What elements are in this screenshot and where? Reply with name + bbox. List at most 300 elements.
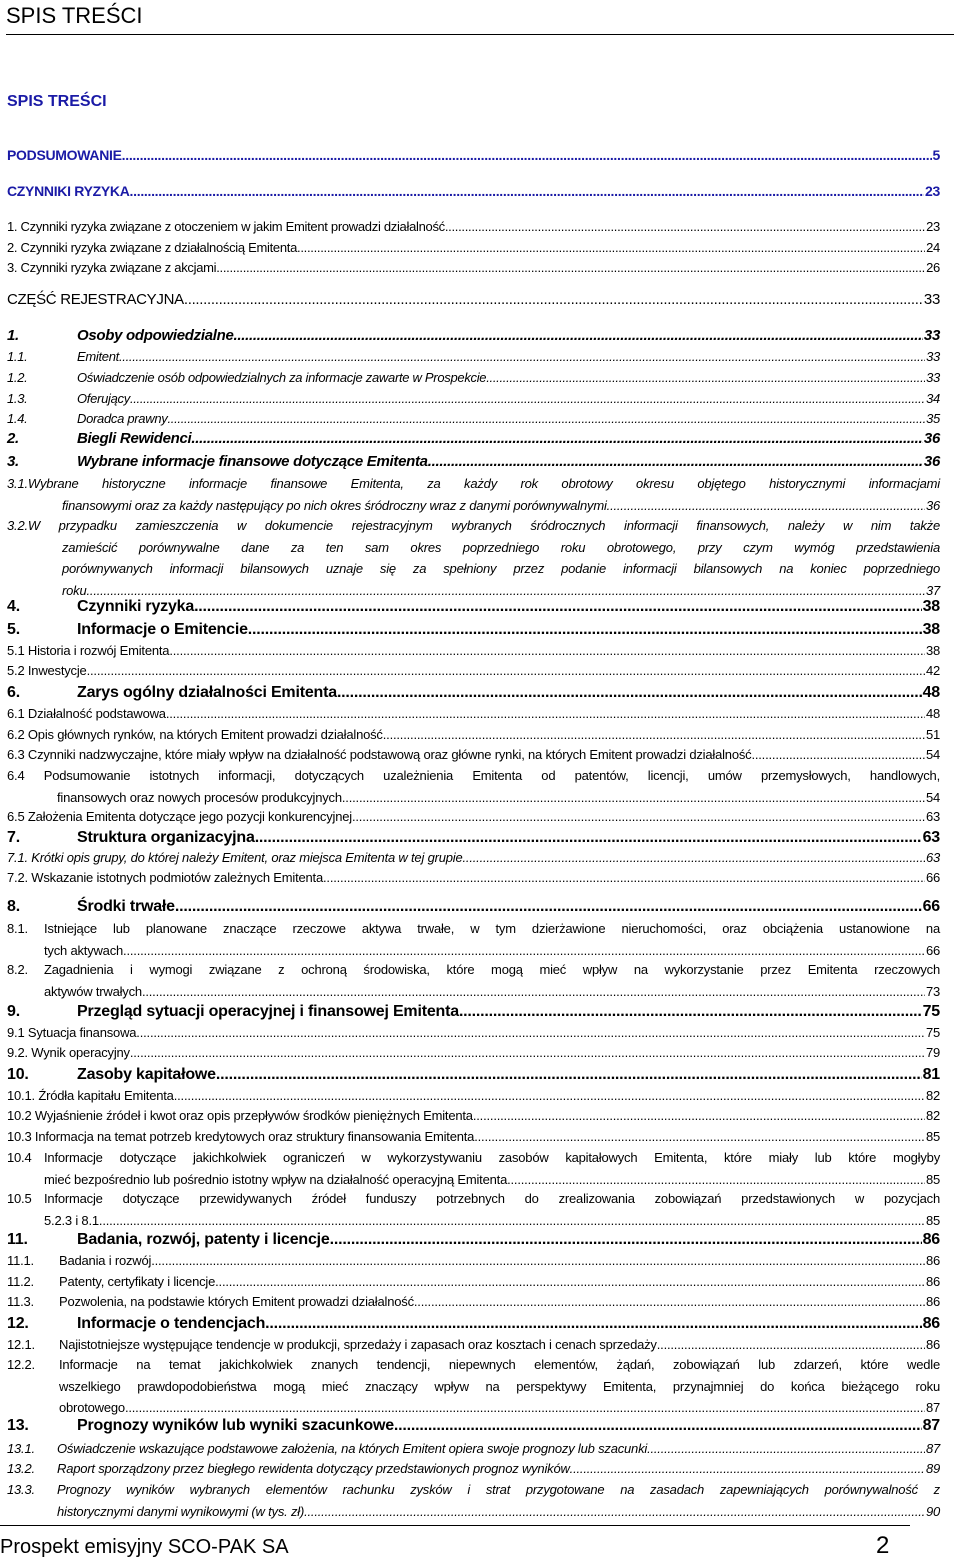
- toc-entry-title: 6.3 Czynniki nadzwyczajne, które miały wpływ na działalność podstawową oraz główne rynki, na których Emitent prowadzi działalność.: [7, 747, 755, 762]
- toc-entry-line: [7, 1169, 940, 1191]
- toc-entry-title: Oferujący: [77, 391, 130, 406]
- toc-entry-title: Pozwolenia, na podstawie których Emitent prowadzi działalność: [59, 1294, 414, 1309]
- toc-entry-leader: [87, 660, 925, 682]
- toc-entry-number: 5.: [7, 621, 20, 638]
- toc-entry-number: 10.4: [7, 1150, 32, 1165]
- toc-entry-title: Oświadczenie wskazujące podstawowe założenia, na których Emitent opiera swoje prognozy lub szacunki.: [57, 1441, 651, 1456]
- toc-entry-leader: [194, 596, 922, 618]
- toc-entry-line: [7, 181, 940, 203]
- toc-entry-number: 11.2.: [7, 1274, 34, 1289]
- toc-entry-title: Informacje o tendencjach: [77, 1315, 266, 1332]
- toc-entry-page: 37: [925, 582, 940, 598]
- toc-entry-page: 86: [922, 1231, 940, 1248]
- toc-entry-number: 13.2.: [7, 1461, 35, 1476]
- toc-entry-title: 9.2. Wynik operacyjny: [7, 1045, 130, 1060]
- toc-entry-line: [7, 867, 940, 889]
- toc-entry-title: Prognozy wyników lub wyniki szacunkowe: [77, 1417, 394, 1434]
- toc-entry[interactable]: [7, 181, 940, 203]
- toc-entry-line: [7, 367, 940, 389]
- toc-entry-line: [7, 1042, 940, 1064]
- toc-entry-title: 10.3 Informacja na temat potrzeb kredytowych oraz struktury finansowania Emitenta: [7, 1129, 475, 1144]
- toc-entry-line: [7, 1229, 940, 1251]
- toc-entry-title: mieć bezpośrednio lub pośrednio istotny wpływ na działalność operacyjną Emitenta: [44, 1171, 508, 1187]
- toc-entry-line: [7, 1085, 940, 1107]
- toc-entry[interactable]: [7, 896, 940, 918]
- toc-entry-leader: [175, 896, 922, 918]
- toc-entry-leader: [142, 981, 925, 1003]
- toc-entry-page: 38: [922, 598, 940, 615]
- toc-entry[interactable]: [7, 1001, 940, 1023]
- toc-entry[interactable]: [7, 1147, 940, 1190]
- toc-entry-leader: [136, 1022, 925, 1044]
- toc-entry[interactable]: [7, 1105, 940, 1127]
- toc-entry-title: Badania, rozwój, patenty i licencje: [77, 1231, 330, 1248]
- toc-entry[interactable]: [7, 827, 940, 849]
- toc-entry-page: 87: [925, 1400, 940, 1415]
- toc-entry-page: 33: [926, 370, 940, 385]
- toc-entry-line: [7, 428, 940, 450]
- toc-entry[interactable]: [7, 1334, 940, 1356]
- toc-entry-page: 86: [925, 1294, 940, 1309]
- toc-heading: SPIS TREŚCI: [7, 93, 107, 110]
- toc-entry-number: 1.4.: [7, 411, 28, 426]
- toc-entry-number: 13.3.: [7, 1482, 35, 1497]
- toc-entry[interactable]: [7, 1291, 940, 1313]
- toc-entry-page: 79: [925, 1045, 940, 1060]
- toc-entry-leader: [248, 619, 922, 641]
- toc-entry[interactable]: [7, 367, 940, 389]
- toc-entry-page: 89: [925, 1461, 940, 1476]
- toc-entry[interactable]: [7, 1313, 940, 1335]
- toc-entry-page: 38: [922, 621, 940, 638]
- toc-entry-number: 7.: [7, 829, 20, 846]
- toc-entry[interactable]: [7, 1229, 940, 1251]
- toc-entry-number: 1.2.: [7, 370, 28, 385]
- toc-entry[interactable]: [7, 145, 940, 167]
- toc-entry-line: [7, 1105, 940, 1127]
- toc-entry-title: 10.1. Źródła kapitału Emitenta: [7, 1088, 174, 1103]
- toc-entry-leader: [215, 1271, 925, 1293]
- toc-entry-line: [7, 896, 940, 918]
- toc-entry-page: 85: [925, 1129, 940, 1144]
- toc-entry-page: 38: [925, 643, 940, 658]
- toc-entry[interactable]: [7, 451, 940, 473]
- toc-entry-page: 5: [932, 147, 940, 163]
- toc-entry-leader: [304, 1501, 925, 1523]
- toc-entry-leader: [102, 1210, 925, 1232]
- toc-entry-number: 4.: [7, 598, 20, 615]
- toc-entry-line: [7, 408, 940, 430]
- toc-entry[interactable]: [7, 1085, 940, 1107]
- toc-entry-page: 81: [922, 1066, 940, 1083]
- toc-entry-title: CZĘŚĆ REJESTRACYJNA: [7, 291, 184, 308]
- toc-entry-leader: [130, 181, 924, 203]
- toc-entry-page: 87: [925, 1441, 940, 1456]
- toc-entry-title: zamieścić porównywalne dane za ten sam okres poprzedniego roku obrotowego, przy czym wymóg przedstawienia: [62, 539, 940, 555]
- toc-entry-leader: [130, 388, 925, 410]
- toc-entry-title: W przypadku zamieszczenia w dokumencie rejestracyjnym wybranych śródrocznych informacji finansowych, należy w nim także: [27, 518, 940, 533]
- toc-entry-title: Prognozy wyników wybranych elementów rachunku zysków i strat przygotowane na zasadach zapewniających porównywalność z: [57, 1482, 940, 1497]
- toc-entry-leader: [330, 1229, 922, 1251]
- toc-entry-line: [7, 1291, 940, 1313]
- toc-entry-number: 1.3.: [7, 391, 28, 406]
- toc-entry[interactable]: [7, 257, 940, 279]
- toc-entry-title: roku: [62, 582, 87, 598]
- toc-entry[interactable]: [7, 237, 940, 259]
- toc-entry[interactable]: [7, 1458, 940, 1480]
- toc-entry-line: [7, 1438, 940, 1460]
- toc-entry[interactable]: [7, 1479, 940, 1522]
- toc-entry[interactable]: [7, 1022, 940, 1044]
- toc-entry[interactable]: [7, 289, 940, 311]
- toc-entry-page: 90: [925, 1503, 940, 1519]
- toc-entry-leader: [122, 145, 932, 167]
- toc-entry-page: 87: [922, 1417, 940, 1434]
- toc-entry[interactable]: [7, 346, 940, 368]
- toc-entry-title: Najistotniejsze występujące tendencje w produkcji, sprzedaży i zapasach oraz kosztach i cenach sprzedaży: [59, 1337, 657, 1352]
- toc-entry-leader: [184, 289, 923, 311]
- toc-entry-number: 11.3.: [7, 1294, 34, 1309]
- toc-entry-line: [7, 346, 940, 368]
- toc-entry-page: 75: [925, 1025, 940, 1040]
- header-title: SPIS TREŚCI: [6, 3, 143, 28]
- toc-entry-line: [7, 981, 940, 1003]
- toc-entry-leader: [473, 1105, 925, 1127]
- page-header: [6, 0, 954, 32]
- toc-entry-page: 54: [925, 789, 940, 805]
- toc-entry-leader: [174, 1085, 925, 1107]
- toc-entry[interactable]: [7, 473, 940, 516]
- toc-entry-title: Osoby odpowiedzialne: [77, 327, 234, 344]
- toc-entry-leader: [507, 1169, 925, 1191]
- toc-entry[interactable]: [7, 515, 940, 601]
- toc-entry-line: [7, 1479, 940, 1501]
- toc-entry-title: 7.1. Krótki opis grupy, do której należy Emitent, oraz miejsca Emitenta w tej grupie: [7, 850, 463, 865]
- toc-entry-page: 36: [923, 430, 940, 447]
- toc-entry-number: 11.1.: [7, 1253, 34, 1268]
- toc-entry-line: [7, 216, 940, 238]
- toc-entry-title: Informacje o Emitencie: [77, 621, 248, 638]
- toc-entry-line: [7, 388, 940, 410]
- toc-entry-leader: [297, 237, 925, 259]
- toc-entry-leader: [191, 428, 923, 450]
- toc-entry-leader: [650, 1438, 924, 1460]
- toc-entry-title: Informacje dotyczące przewidywanych źródeł funduszy potrzebnych do zrealizowania zobowiązań przedstawionych w pozycjach: [44, 1191, 940, 1206]
- toc-entry-line: [7, 682, 940, 704]
- toc-entry-number: 8.2.: [7, 962, 28, 977]
- toc-entry-leader: [610, 495, 925, 517]
- toc-entry-number: 12.1.: [7, 1337, 35, 1352]
- toc-entry-leader: [463, 847, 925, 869]
- toc-entry-line: [7, 537, 940, 559]
- toc-entry-title: 3. Czynniki ryzyka związane z akcjami: [7, 260, 217, 275]
- toc-entry-title: Badania i rozwój: [59, 1253, 152, 1268]
- toc-entry-line: [7, 787, 940, 809]
- toc-entry-page: 36: [923, 453, 940, 470]
- toc-entry-title: Zasoby kapitałowe: [77, 1066, 216, 1083]
- toc-entry[interactable]: [7, 1042, 940, 1064]
- toc-entry-leader: [166, 703, 925, 725]
- toc-entry-title: CZYNNIKI RYZYKA: [7, 183, 130, 199]
- toc-entry-leader: [151, 1250, 925, 1272]
- toc-entry-page: 24: [926, 240, 940, 255]
- toc-entry-title: Czynniki ryzyka: [77, 598, 195, 615]
- toc-entry[interactable]: [7, 959, 940, 1002]
- toc-entry-line: [7, 237, 940, 259]
- toc-entry[interactable]: [7, 1354, 940, 1419]
- toc-entry-title: Emitent: [77, 349, 119, 364]
- toc-entry-leader: [255, 827, 922, 849]
- toc-entry-leader: [216, 1064, 922, 1086]
- toc-entry-page: 82: [925, 1088, 940, 1103]
- toc-entry-page: 66: [925, 942, 940, 958]
- toc-entry-page: 63: [925, 850, 940, 865]
- toc-entry[interactable]: [7, 596, 940, 618]
- toc-entry-page: 23: [926, 219, 940, 234]
- toc-entry-line: [7, 918, 940, 940]
- toc-entry-title: Oświadczenie osób odpowiedzialnych za informacje zawarte w Prospekcie: [77, 370, 487, 385]
- toc-entry-page: 33: [923, 327, 940, 344]
- toc-entry-leader: [119, 346, 925, 368]
- toc-entry-leader: [216, 257, 925, 279]
- toc-entry-leader: [459, 1001, 922, 1023]
- toc-entry-leader: [474, 1126, 925, 1148]
- toc-entry[interactable]: [7, 1271, 940, 1293]
- toc-entry-page: 51: [925, 727, 940, 742]
- toc-entry-line: [7, 765, 940, 787]
- toc-entry[interactable]: [7, 1064, 940, 1086]
- toc-entry-line: [7, 1147, 940, 1169]
- toc-entry[interactable]: [7, 619, 940, 641]
- toc-entry-page: 23: [925, 183, 940, 199]
- toc-entry-line: [7, 724, 940, 746]
- toc-entry[interactable]: [7, 1250, 940, 1272]
- toc-entry-leader: [337, 682, 922, 704]
- toc-entry-line: [7, 1188, 940, 1210]
- toc-entry-line: [7, 558, 940, 580]
- toc-entry[interactable]: [7, 682, 940, 704]
- toc-entry-line: [7, 1001, 940, 1023]
- toc-entry-line: [7, 473, 940, 495]
- toc-entry-title: tych aktywach: [44, 942, 124, 958]
- toc-entry-title: 9.1 Sytuacja finansowa: [7, 1025, 137, 1040]
- footer-rule: [0, 1525, 910, 1526]
- toc-entry-page: 63: [925, 809, 940, 824]
- toc-entry-title: Zagadnienia i wymogi związane z ochroną środowiska, które mogą mieć wpływ na wykorzystanie przez Emitenta rzeczowych: [44, 962, 940, 977]
- toc-entry-page: 73: [925, 983, 940, 999]
- toc-entry-line: [7, 289, 940, 311]
- toc-entry-title: Doradca prawny: [77, 411, 168, 426]
- toc-entry[interactable]: [7, 216, 940, 238]
- toc-entry-number: 3.1.: [7, 476, 28, 491]
- toc-entry-title: 6.4 Podsumowanie istotnych informacji, dotyczących uzależnienia Emitenta od patentów, licencji, umów przemysłowych, handlowych,: [7, 768, 940, 783]
- toc-entry-title: 6.1 Działalność podstawowa: [7, 706, 166, 721]
- toc-entry-line: [7, 257, 940, 279]
- toc-entry-page: 85: [925, 1212, 940, 1228]
- toc-entry-number: 8.1.: [7, 921, 28, 936]
- toc-entry-page: 82: [925, 1108, 940, 1123]
- toc-entry-line: [7, 1064, 940, 1086]
- toc-entry-title: finansowymi oraz za każdy następujący po nich okres śródroczny wraz z danymi porównywalnymi.: [62, 497, 611, 513]
- toc-entry-leader: [169, 640, 925, 662]
- toc-entry-page: 36: [925, 497, 940, 513]
- toc-entry-line: [7, 744, 940, 766]
- toc-entry-number: 10.: [7, 1066, 29, 1083]
- toc-entry-line: [7, 495, 940, 517]
- header-rule: [6, 34, 954, 35]
- toc-entry-page: 33: [923, 291, 940, 308]
- toc-entry-leader: [657, 1334, 925, 1356]
- toc-entry-title: Informacje na temat jakichkolwiek znanych tendencji, niepewnych elementów, żądań, zobowiązań lub zdarzeń, które wedle: [59, 1357, 940, 1372]
- toc-entry[interactable]: [7, 806, 940, 828]
- toc-entry-title: wszelkiego prawdopodobieństwa mogą mieć znaczący wpływ na perspektywy Emitenta, przynajmniej do końca bieżącego roku: [59, 1378, 940, 1394]
- toc-entry-leader: [123, 940, 925, 962]
- toc-entry-number: 10.5: [7, 1191, 32, 1206]
- toc-entry-line: [7, 640, 940, 662]
- toc-entry-title: Struktura organizacyjna: [77, 829, 255, 846]
- toc-entry-leader: [342, 787, 925, 809]
- toc-entry-title: aktywów trwałych: [44, 983, 142, 999]
- toc-entry[interactable]: [7, 640, 940, 662]
- toc-entry-line: [7, 703, 940, 725]
- toc-entry-title: 6.5 Założenia Emitenta dotyczące jego pozycji konkurencyjnej: [7, 809, 352, 824]
- toc-entry-title: 10.2 Wyjaśnienie źródeł i kwot oraz opis przepływów środków pieniężnych Emitenta: [7, 1108, 473, 1123]
- toc-entry-line: [7, 1458, 940, 1480]
- toc-entry-title: Zarys ogólny działalności Emitenta: [77, 684, 337, 701]
- toc-entry-page: 48: [925, 706, 940, 721]
- toc-entry-leader: [352, 806, 925, 828]
- toc-entry-leader: [265, 1313, 921, 1335]
- toc-entry-line: [7, 959, 940, 981]
- toc-entry-number: 1.: [7, 327, 19, 344]
- toc-entry-number: 12.2.: [7, 1357, 35, 1372]
- toc-entry-line: [7, 827, 940, 849]
- toc-entry[interactable]: [7, 1438, 940, 1460]
- toc-entry-leader: [414, 1291, 925, 1313]
- toc-entry-number: 2.: [7, 430, 19, 447]
- toc-entry-leader: [570, 1458, 925, 1480]
- toc-entry-line: [7, 847, 940, 869]
- toc-entry-line: [7, 1022, 940, 1044]
- toc-entry[interactable]: [7, 1126, 940, 1148]
- toc-entry-title: Raport sporządzony przez biegłego rewidenta dotyczący przedstawionych prognoz wyników: [57, 1461, 570, 1476]
- toc-entry[interactable]: [7, 744, 940, 766]
- toc-entry[interactable]: [7, 1415, 940, 1437]
- toc-entry-title: finansowych oraz nowych procesów produkcyjnych: [57, 789, 342, 805]
- toc-entry-number: 8.: [7, 898, 20, 915]
- toc-entry[interactable]: [7, 1188, 940, 1231]
- toc-entry-title: Patenty, certyfikaty i licencje: [59, 1274, 216, 1289]
- toc-entry[interactable]: [7, 388, 940, 410]
- toc-entry-line: [7, 940, 940, 962]
- footer-page-number: 2: [876, 1532, 890, 1559]
- toc-entry-title: obrotowego.: [59, 1400, 129, 1415]
- toc-entry-leader: [445, 216, 925, 238]
- toc-entry-page: 34: [926, 391, 940, 406]
- toc-entry-line: [7, 1354, 940, 1376]
- toc-entry-line: [7, 145, 940, 167]
- toc-entry-title: Środki trwałe: [77, 898, 175, 915]
- toc-entry-page: 48: [922, 684, 940, 701]
- toc-entry-page: 33: [926, 349, 940, 364]
- toc-entry[interactable]: [7, 660, 940, 682]
- toc-entry[interactable]: [7, 428, 940, 450]
- toc-entry-number: 13.1.: [7, 1441, 35, 1456]
- toc-entry-title: 2. Czynniki ryzyka związane z działalnością Emitenta: [7, 240, 298, 255]
- toc-entry[interactable]: [7, 867, 940, 889]
- toc-entry[interactable]: [7, 408, 940, 430]
- toc-entry-title: 1. Czynniki ryzyka związane z otoczeniem w jakim Emitent prowadzi działalność: [7, 219, 445, 234]
- toc-entry-line: [7, 451, 940, 473]
- toc-entry-leader: [323, 867, 925, 889]
- toc-entry-leader: [234, 325, 923, 347]
- toc-entry-page: 26: [926, 260, 940, 275]
- toc-entry-line: [7, 1415, 940, 1437]
- toc-entry-page: 63: [922, 829, 940, 846]
- toc-entry-page: 86: [925, 1337, 940, 1352]
- toc-entry-title: 5.1 Historia i rozwój Emitenta: [7, 643, 170, 658]
- toc-entry-line: [7, 660, 940, 682]
- toc-entry-number: 3.2.: [7, 518, 28, 533]
- toc-entry-line: [7, 619, 940, 641]
- toc-entry-title: porównywanych informacji bilansowych uznaje się za spełniony przez podanie informacji bilansowych na koniec poprzedniego: [62, 561, 940, 576]
- toc-entry-line: [7, 596, 940, 618]
- toc-entry-title: 5.2.3 i 8.1.: [44, 1212, 103, 1228]
- toc-entry-number: 3.: [7, 453, 19, 470]
- toc-entry-title: Informacje dotyczące jakichkolwiek ograniczeń w wykorzystywaniu zasobów kapitałowych Emitenta, które miały lub które mogłyby: [44, 1150, 940, 1165]
- toc-entry-title: 6.2 Opis głównych rynków, na których Emitent prowadzi działalność: [7, 727, 383, 742]
- toc-entry-number: 12.: [7, 1315, 29, 1332]
- toc-entry[interactable]: [7, 847, 940, 869]
- toc-entry-title: Biegli Rewidenci: [77, 430, 192, 447]
- toc-entry-number: 6.: [7, 684, 20, 701]
- toc-entry[interactable]: [7, 703, 940, 725]
- toc-entry-line: [7, 1501, 940, 1523]
- toc-entry-line: [7, 515, 940, 537]
- toc-entry-title: 7.2. Wskazanie istotnych podmiotów zależnych Emitenta: [7, 870, 323, 885]
- toc-entry-line: [7, 1313, 940, 1335]
- toc-entry-page: 85: [925, 1171, 940, 1187]
- toc-entry-title: historycznymi danymi wynikowymi (w tys. zł): [57, 1503, 305, 1519]
- toc-entry-title: Przegląd sytuacji operacyjnej i finansowej Emitenta: [77, 1003, 459, 1020]
- toc-entry-title: Istniejące lub planowane znaczące rzeczowe aktywa trwałe, w tym dzierżawione nieruchomości, oraz obciążenia ustanowione na: [44, 921, 940, 936]
- toc-entry-number: 9.: [7, 1003, 20, 1020]
- toc-entry-number: 1.1.: [7, 349, 28, 364]
- toc-entry-number: 11.: [7, 1231, 28, 1248]
- toc-entry[interactable]: [7, 918, 940, 961]
- toc-entry[interactable]: [7, 765, 940, 808]
- toc-entry-line: [7, 1250, 940, 1272]
- toc-entry-line: [7, 1376, 940, 1398]
- toc-entry-title: Wybrane informacje finansowe dotyczące Emitenta: [77, 453, 428, 470]
- toc-entry[interactable]: [7, 724, 940, 746]
- toc-entry-line: [7, 1210, 940, 1232]
- toc-entry-page: 42: [925, 663, 940, 678]
- toc-entry-page: 86: [925, 1253, 940, 1268]
- footer-document-name: Prospekt emisyjny SCO-PAK SA: [0, 1536, 289, 1558]
- toc-entry-page: 35: [926, 411, 940, 426]
- toc-entry-leader: [167, 408, 925, 430]
- toc-entry-line: [7, 806, 940, 828]
- toc-entry-page: 75: [922, 1003, 940, 1020]
- toc-entry-title: Wybrane historyczne informacje finansowe Emitenta, za każdy rok obrotowy okresu objętego historycznymi informacjami: [27, 476, 940, 491]
- toc-entry-line: [7, 1126, 940, 1148]
- toc-entry-page: 66: [922, 898, 940, 915]
- toc-entry-line: [7, 325, 940, 347]
- toc-entry-page: 66: [925, 870, 940, 885]
- toc-entry-page: 86: [925, 1274, 940, 1289]
- toc-entry[interactable]: [7, 325, 940, 347]
